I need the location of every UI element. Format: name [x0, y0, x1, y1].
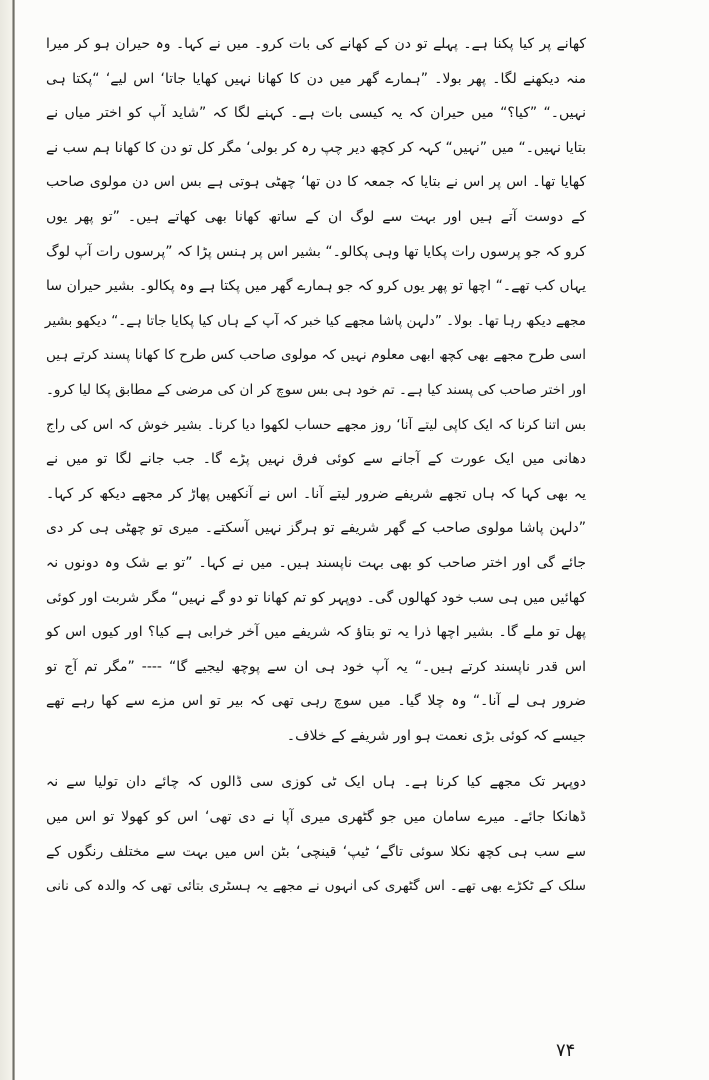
text-line: ضرور ہی لے آنا۔“ وہ چلا گیا۔ میں سوچ رہی تھی کہ بیر تو اس مزے سے کھا رہے تھے: [46, 693, 586, 710]
text-line: اس قدر ناپسند کرتے ہیں۔“ یہ آپ خود ہی ان سے پوچھ لیجیے گا“ ---- ”مگر تم آج تو: [46, 658, 586, 675]
page-number: ۷۴: [556, 1040, 576, 1061]
text-line: سلک کے ٹکڑے بھی تھے۔ اس گٹھری کی انہوں نے مجھے یہ ہسٹری بتائی تھی کہ والدہ کی نانی: [46, 878, 586, 895]
text-line: جائے گی اور اختر صاحب کو بھی بہت ناپسند ہیں۔ میں نے کہا۔ ”تو بے شک وہ دونوں نہ: [46, 554, 586, 571]
text-line: دھانی میں ایک عورت کے آجانے سے کوئی فرق نہیں پڑے گا۔ جب جانے لگا تو میں نے: [46, 451, 586, 468]
text-line: اسی طرح مجھے بھی کچھ ابھی معلوم نہیں کہ مولوی صاحب کس طرح کا کھانا پسند کرتے ہیں: [46, 347, 586, 364]
text-line: بس اتنا کرنا کہ ایک کاپی لیتے آنا‘ روز مجھے حساب لکھوا دیا کرنا۔ بشیر خوش کہ اس کی راج: [46, 416, 586, 433]
text-line: جیسے کہ کوئی بڑی نعمت ہو اور شریفے کے خلاف۔: [286, 727, 586, 744]
book-page-text: [46, 27, 586, 904]
page-edge: [12, 0, 15, 1080]
page-binding-shadow: [0, 0, 12, 1080]
text-line: ڈھانکا جائے۔ میرے سامان میں جو گٹھری میری آپا نے دی تھی‘ اس کو کھولا تو اس میں: [46, 809, 586, 826]
text-line: اور اختر صاحب کی پسند کیا ہے۔ تم خود ہی بس سوچ کر ان کی مرضی کے مطابق پکا لیا کرو۔: [46, 381, 586, 398]
text-line: کھانے پر کیا پکنا ہے۔ پہلے تو دن کے کھانے کی بات کرو۔ میں نے کہا۔ وہ حیران ہو کر میرا: [46, 36, 586, 52]
text-line: منہ دیکھنے لگا۔ پھر بولا۔ ”ہمارے گھر میں دن کا کھانا نہیں کھایا جاتا‘ اس لیے‘ “پکتا ہی: [46, 70, 586, 87]
text-line: سے سب ہی کچھ نکلا سوئی تاگے‘ ٹیپ‘ قینچی‘ بٹن اس میں بہت سے مختلف رنگوں کے: [46, 843, 586, 860]
text-line: کھایا تھا۔ اس پر اس نے بتایا کہ جمعہ کا دن تھا‘ چھٹی ہوتی ہے بس اس دن مولوی صاحب: [46, 174, 586, 191]
paragraph: [46, 27, 586, 753]
paragraph-gap: [46, 753, 586, 765]
text-line: مجھے دیکھ رہا تھا۔ بولا۔ ”دلہن پاشا مجھے کیا خبر کہ آپ کے ہاں کیا پکایا جاتا ہے۔“ دیکھو بشیر: [44, 312, 586, 329]
text-line: یہ بھی کہا کہ ہاں تجھے شریفے ضرور لیتے آنا۔ اس نے آنکھیں پھاڑ کر مجھے دیکھ کر کہا۔: [46, 485, 586, 502]
text-line: یہاں کب تھے۔“ اچھا تو پھر یوں کرو کہ جو ہمارے گھر میں پکتا ہے وہ پکالو۔ بشیر حیران سا: [46, 278, 586, 295]
text-line: ”دلہن پاشا مولوی صاحب کے گھر شریفے تو ہرگز نہیں آسکتے۔ میری تو چھٹی ہی کر دی: [46, 520, 586, 537]
text-line: دوپہر تک مجھے کیا کرنا ہے۔ ہاں ایک ٹی کوزی سی ڈالوں کہ چائے دان تولیا سے نہ: [46, 774, 586, 791]
text-line: پھل تو ملے گا۔ بشیر اچھا ذرا یہ تو بتاؤ کہ شریفے میں آخر خرابی ہے کیا؟ اور کیوں اس کو: [46, 624, 586, 641]
text-line: کرو کہ جو پرسوں رات پکایا تھا وہی پکالو۔“ بشیر اس پر ہنس پڑا کہ ”پرسوں رات آپ لوگ: [46, 243, 586, 260]
paragraph: [46, 765, 586, 903]
text-line: نہیں۔“ ”کیا؟“ میں حیران کہ یہ کیسی بات ہے۔ کہنے لگا کہ ”شاید آپ کو اختر میاں نے: [46, 105, 586, 122]
text-line: کھائیں میں ہی سب خود کھالوں گی۔ دوپہر کو تم کھانا تو دو گے نہیں“ مگر شربت اور کوئی: [46, 589, 586, 606]
text-line: کے دوست آتے ہیں اور بہت سے لوگ ان کے ساتھ کھانا بھی کھاتے ہیں۔ ”تو پھر یوں: [46, 208, 586, 225]
text-line: بتایا نہیں۔“ میں ”نہیں“ کہہ کر کچھ دیر چپ رہ کر بولی‘ مگر کل تو دن کا کھانا ہم سب نے: [46, 139, 586, 156]
